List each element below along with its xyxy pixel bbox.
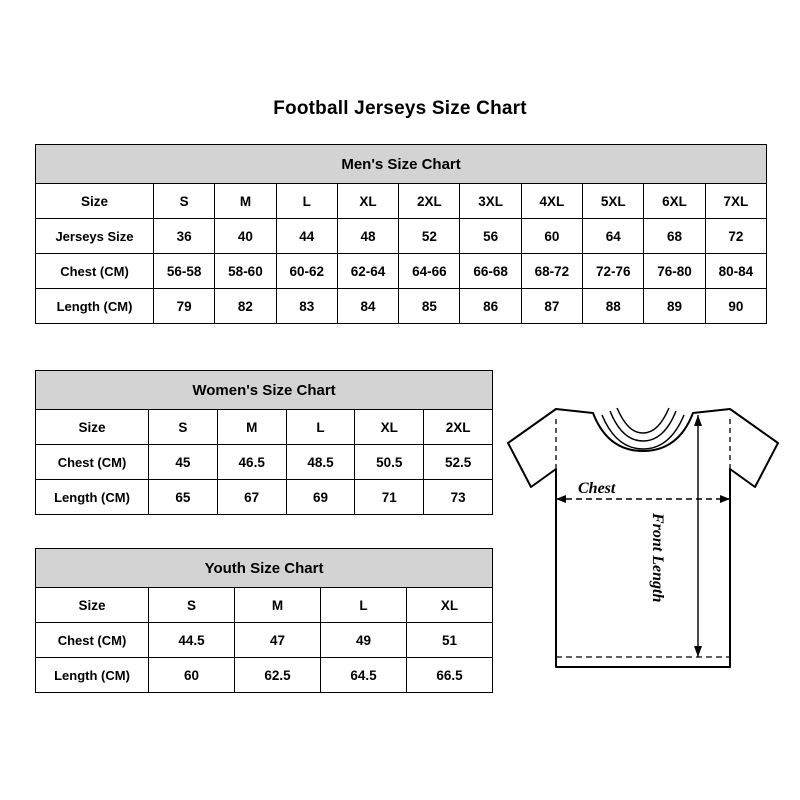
table-cell: 71	[355, 480, 424, 515]
womens-section-title: Women's Size Chart	[36, 371, 493, 410]
table-row	[36, 623, 493, 658]
table-cell: 66.5	[407, 658, 493, 693]
table-cell: 88	[583, 289, 644, 324]
table-cell: 76-80	[644, 254, 705, 289]
table-cell: 65	[149, 480, 218, 515]
table-cell: 56-58	[154, 254, 215, 289]
table-cell: 49	[321, 623, 407, 658]
table-cell: 80-84	[705, 254, 766, 289]
table-cell: 84	[337, 289, 398, 324]
column-header: M	[235, 588, 321, 623]
row-label: Length (CM)	[36, 289, 154, 324]
table-cell: 68	[644, 219, 705, 254]
table-cell: 82	[215, 289, 276, 324]
table-cell: 85	[399, 289, 460, 324]
table-header-row	[36, 184, 767, 219]
table-cell: 83	[276, 289, 337, 324]
column-header: Size	[36, 588, 149, 623]
column-header: S	[149, 410, 218, 445]
column-header: Size	[36, 410, 149, 445]
column-header: XL	[407, 588, 493, 623]
column-header: XL	[337, 184, 398, 219]
table-cell: 60	[521, 219, 582, 254]
table-cell: 89	[644, 289, 705, 324]
column-header: M	[217, 410, 286, 445]
table-row	[36, 219, 767, 254]
table-cell: 44.5	[149, 623, 235, 658]
mens-size-chart-table	[35, 144, 767, 324]
column-header: 4XL	[521, 184, 582, 219]
table-cell: 86	[460, 289, 521, 324]
table-cell: 40	[215, 219, 276, 254]
table-cell: 72-76	[583, 254, 644, 289]
jersey-outline-icon	[498, 395, 788, 695]
table-cell: 64.5	[321, 658, 407, 693]
table-section-header-row	[36, 371, 493, 410]
table-cell: 36	[154, 219, 215, 254]
table-cell: 62.5	[235, 658, 321, 693]
table-cell: 46.5	[217, 445, 286, 480]
column-header: L	[321, 588, 407, 623]
womens-size-chart-table	[35, 370, 493, 515]
jersey-measurement-diagram	[498, 395, 788, 695]
front-length-measurement-label: Front Length	[649, 513, 666, 603]
row-label: Length (CM)	[36, 658, 149, 693]
table-row	[36, 254, 767, 289]
row-label: Chest (CM)	[36, 445, 149, 480]
table-cell: 51	[407, 623, 493, 658]
table-cell: 60-62	[276, 254, 337, 289]
column-header: 2XL	[399, 184, 460, 219]
table-cell: 73	[424, 480, 493, 515]
row-label: Jerseys Size	[36, 219, 154, 254]
table-cell: 90	[705, 289, 766, 324]
table-cell: 48	[337, 219, 398, 254]
table-cell: 69	[286, 480, 355, 515]
column-header: 3XL	[460, 184, 521, 219]
column-header: L	[286, 410, 355, 445]
chest-measurement-label: Chest	[578, 480, 616, 497]
table-cell: 52	[399, 219, 460, 254]
youth-size-chart-table	[35, 548, 493, 693]
table-row	[36, 480, 493, 515]
table-row	[36, 289, 767, 324]
table-cell: 67	[217, 480, 286, 515]
row-label: Length (CM)	[36, 480, 149, 515]
youth-section-title: Youth Size Chart	[36, 549, 493, 588]
table-row	[36, 658, 493, 693]
table-cell: 44	[276, 219, 337, 254]
table-cell: 64-66	[399, 254, 460, 289]
column-header: L	[276, 184, 337, 219]
table-cell: 47	[235, 623, 321, 658]
column-header: 6XL	[644, 184, 705, 219]
table-cell: 68-72	[521, 254, 582, 289]
column-header: M	[215, 184, 276, 219]
table-cell: 58-60	[215, 254, 276, 289]
column-header: 5XL	[583, 184, 644, 219]
table-cell: 48.5	[286, 445, 355, 480]
table-section-header-row	[36, 145, 767, 184]
table-section-header-row	[36, 549, 493, 588]
page-title: Football Jerseys Size Chart	[273, 98, 527, 119]
column-header: Size	[36, 184, 154, 219]
table-header-row	[36, 410, 493, 445]
table-cell: 60	[149, 658, 235, 693]
column-header: 7XL	[705, 184, 766, 219]
table-cell: 66-68	[460, 254, 521, 289]
column-header: S	[154, 184, 215, 219]
table-row	[36, 445, 493, 480]
row-label: Chest (CM)	[36, 254, 154, 289]
column-header: 2XL	[424, 410, 493, 445]
column-header: S	[149, 588, 235, 623]
row-label: Chest (CM)	[36, 623, 149, 658]
column-header: XL	[355, 410, 424, 445]
table-cell: 52.5	[424, 445, 493, 480]
table-cell: 45	[149, 445, 218, 480]
table-cell: 50.5	[355, 445, 424, 480]
mens-section-title: Men's Size Chart	[36, 145, 767, 184]
table-cell: 87	[521, 289, 582, 324]
table-cell: 56	[460, 219, 521, 254]
table-cell: 62-64	[337, 254, 398, 289]
table-cell: 64	[583, 219, 644, 254]
table-cell: 79	[154, 289, 215, 324]
table-header-row	[36, 588, 493, 623]
table-cell: 72	[705, 219, 766, 254]
